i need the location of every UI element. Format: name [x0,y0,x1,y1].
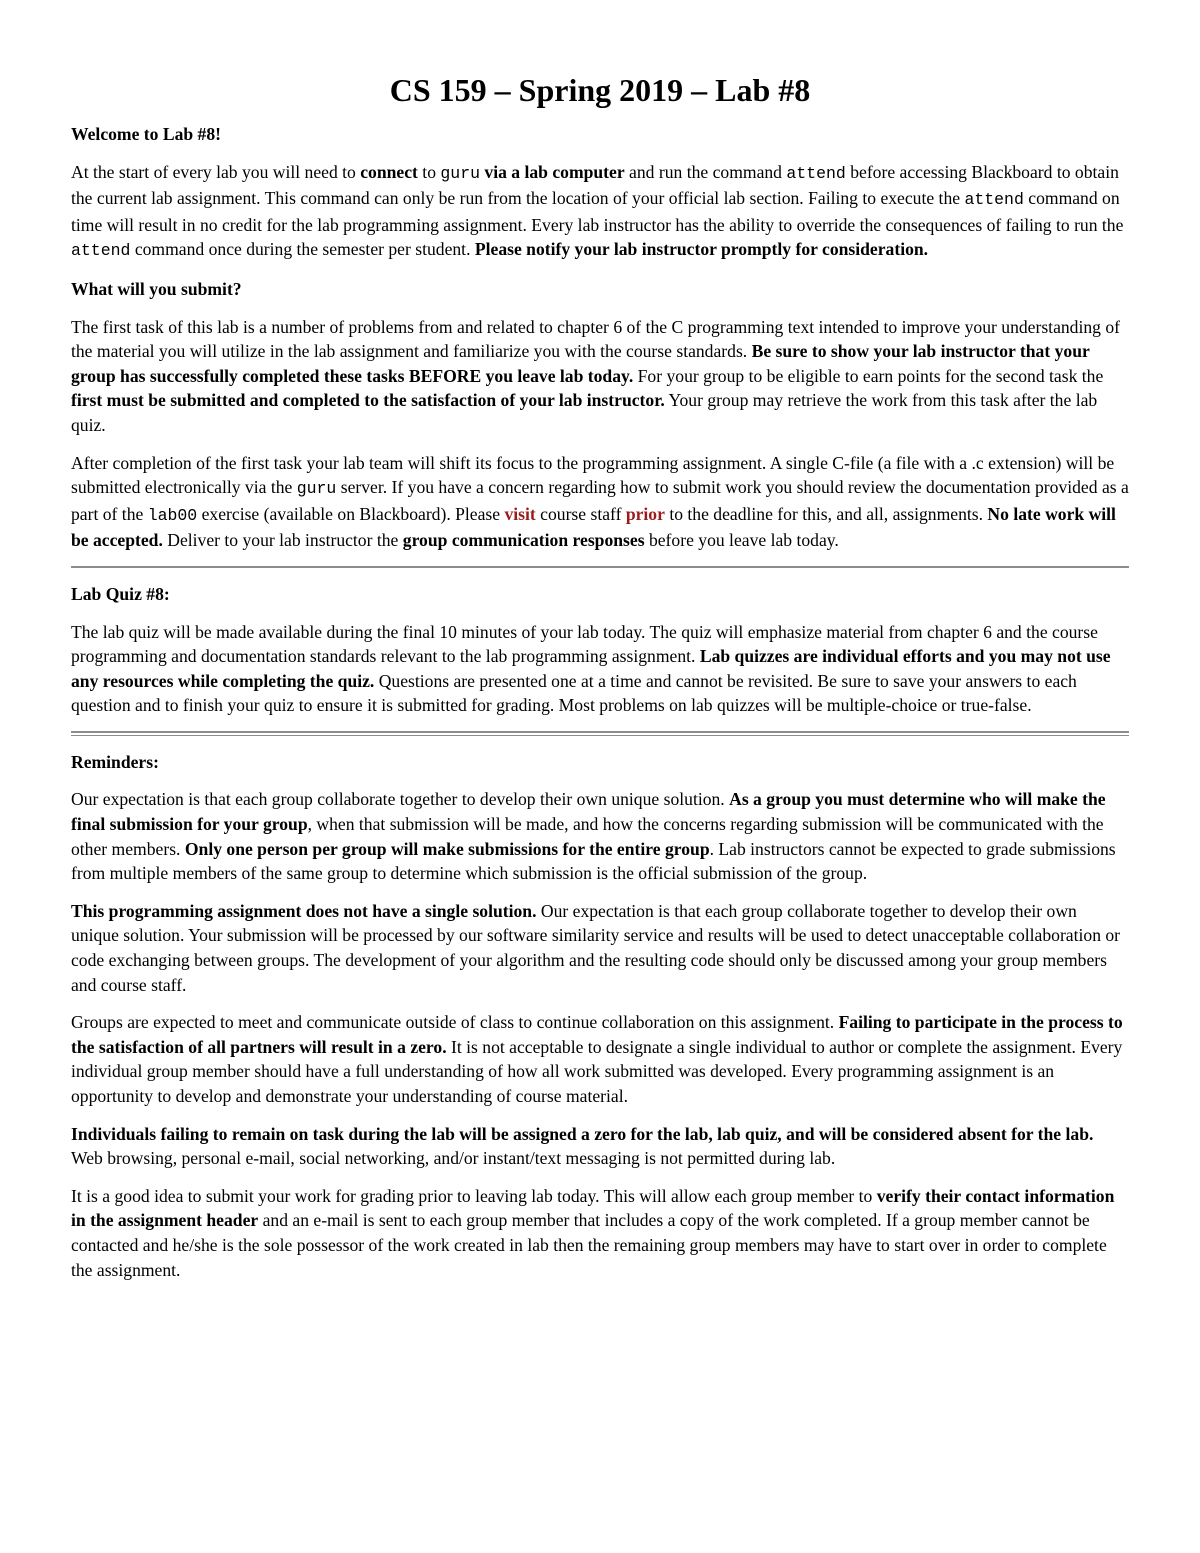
reminders-paragraph-5: It is a good idea to submit your work for grading prior to leaving lab today. This will allow each group member to verify their contact information in the assignment header and an e-mail is sent to each group member that includes a copy of the work completed. If a group member cannot be contacted and he/she is the sole possessor of the work created in lab then the remaining group members may have to start over in order to complete the assignment. [71,1185,1115,1280]
submit-heading: What will you submit? [71,278,242,299]
document-page [71,70,1129,1295]
document-title: CS 159 – Spring 2019 – Lab #8 [389,72,811,108]
reminders-paragraph-1: Our expectation is that each group collaborate together to develop their own unique solution. As a group you must determine who will make the final submission for your group, when that submission will be made, and how the concerns regarding submission will be communicated with the other members. Only one person per group will make submissions for the entire group. Lab instructors cannot be expected to grade submissions from multiple members of the same group to determine which submission is the official submission of the group. [71,789,1116,884]
submit-paragraph-2: After completion of the first task your lab team will shift its focus to the programming assignment. A single C-file (a file with a .c extension) will be submitted electronically via the guru server. If you have a concern regarding how to submit work you should review the documentation provided as a part of the lab00 exercise (available on Blackboard). Please visit course staff prior to the deadline for this, and all, assignments. No late work will be accepted. Deliver to your lab instructor the group communication responses before you leave lab today. [71,452,1129,551]
welcome-heading: Welcome to Lab #8! [71,124,222,144]
submit-paragraph-1: The first task of this lab is a number of problems from and related to chapter 6 of the C programming text intended to improve your understanding of the material you will utilize in the lab assignment and familiarize you with the course standards. Be sure to show your lab instructor that your group has successfully completed these tasks BEFORE you leave lab today. For your group to be eligible to earn points for the second task the first must be submitted and completed to the satisfaction of your lab instructor. Your group may retrieve the work from this task after the lab quiz. [71,316,1121,435]
reminders-paragraph-4: Individuals failing to remain on task during the lab will be assigned a zero for the lab, lab quiz, and will be considered absent for the lab. Web browsing, personal e-mail, social networking, and/or instant/text messaging is not permitted during lab. [71,1123,1094,1169]
lab00-exercise: lab00 [147,505,198,525]
prior-emphasis: prior [625,503,665,524]
visit-emphasis: visit [504,503,536,524]
section-divider [71,566,1129,568]
guru-command: guru [440,163,480,183]
reminders-heading: Reminders: [71,751,159,772]
reminders-paragraph-2: This programming assignment does not have a single solution. Our expectation is that each group collaborate together to develop their own unique solution. Your submission will be processed by our software similarity service and results will be used to detect unacceptable collaboration or code exchanging between groups. The development of your algorithm and the resulting code should only be discussed among your group members and course staff. [71,900,1121,995]
quiz-heading: Lab Quiz #8: [71,583,170,604]
welcome-paragraph: At the start of every lab you will need to connect to guru via a lab computer and run the command attend before accessing Blackboard to obtain the current lab assignment. This command can only be run from the location of your official lab section. Failing to execute the attend command on time will result in no credit for the lab programming assignment. Every lab instructor has the ability to override the consequences of failing to run the attend command once during the semester per student. Please notify your lab instructor promptly for consideration. [71,161,1124,261]
attend-command: attend [786,163,846,183]
quiz-paragraph: The lab quiz will be made available during the final 10 minutes of your lab today. The quiz will emphasize material from chapter 6 and the course programming and documentation standards relevant to the lab programming assignment. Lab quizzes are individual efforts and you may not use any resources while completing the quiz. Questions are presented one at a time and cannot be revisited. Be sure to save your answers to each question and to finish your quiz to ensure it is submitted for grading. Most problems on lab quizzes will be multiple-choice or true-false. [71,621,1111,716]
section-divider-double [71,731,1129,736]
reminders-paragraph-3: Groups are expected to meet and communicate outside of class to continue collaboration on this assignment. Failing to participate in the process to the satisfaction of all partners will result in a zero. It is not acceptable to designate a single individual to author or complete the assignment. Every individual group member should have a full understanding of how all work submitted was developed. Every programming assignment is an opportunity to develop and demonstrate your understanding of course material. [71,1012,1123,1106]
